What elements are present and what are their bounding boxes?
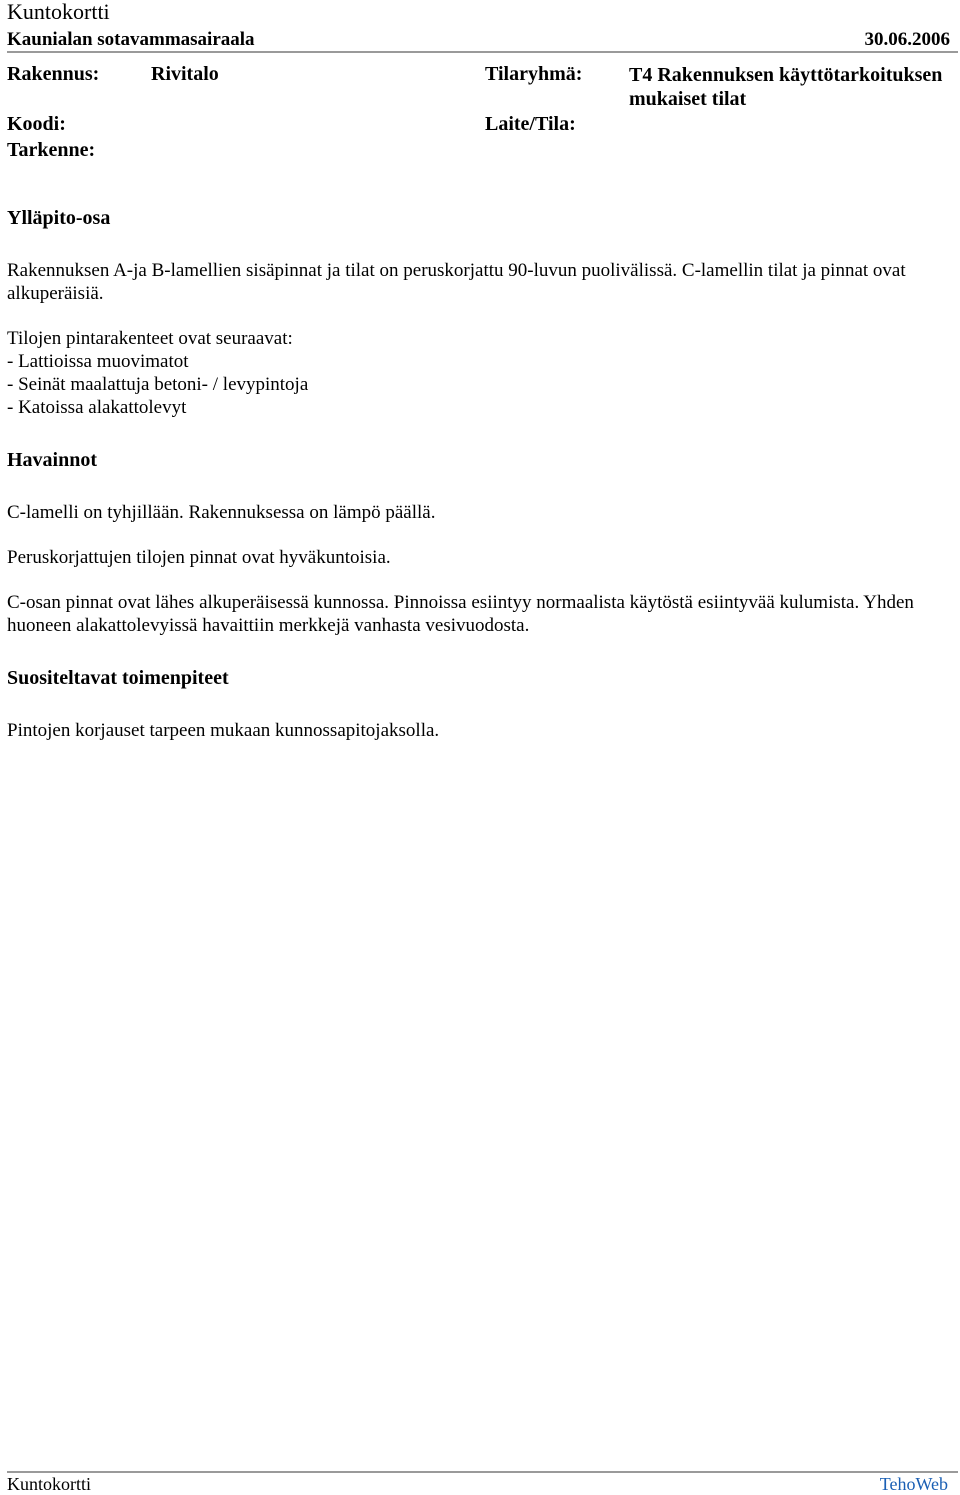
header-divider [7, 51, 958, 53]
havainnot-paragraph-1: C-lamelli on tyhjillään. Rakennuksessa on lämpö päällä. [7, 502, 436, 523]
footer-tehoweb-link[interactable]: TehoWeb [879, 1474, 948, 1494]
havainnot-paragraph-2: Peruskorjattujen tilojen pinnat ovat hyväkuntoisia. [7, 547, 391, 568]
rakennus-label: Rakennus: [7, 63, 100, 85]
list-item: - Seinät maalattuja betoni- / levypintoja [7, 374, 309, 395]
document-title: Kuntokortti [7, 0, 110, 24]
toimenpiteet-heading: Suositeltavat toimenpiteet [7, 667, 229, 689]
footer-document-name: Kuntokortti [7, 1474, 91, 1494]
tarkenne-label: Tarkenne: [7, 139, 96, 161]
document-body [7, 206, 957, 742]
havainnot-heading: Havainnot [7, 449, 98, 471]
list-item: - Lattioissa muovimatot [7, 351, 189, 372]
koodi-label: Koodi: [7, 113, 66, 135]
document-date: 30.06.2006 [864, 29, 950, 50]
havainnot-paragraph-3: C-osan pinnat ovat lähes alkuperäisessä kunnossa. Pinnoissa esiintyy normaalista käytöstä esiintyvää kulumista. Yhden huoneen alakattolevyissä havaittiin merkkejä vanhasta vesivuodosta. [7, 592, 914, 636]
yllapito-heading: Ylläpito-osa [7, 207, 111, 229]
toimenpiteet-paragraph: Pintojen korjauset tarpeen mukaan kunnossapitojaksolla. [7, 720, 440, 741]
laite-tila-label: Laite/Tila: [485, 113, 576, 135]
tilaryhma-label: Tilaryhmä: [485, 63, 583, 85]
tilaryhma-value: T4 Rakennuksen käyttötarkoituksen mukaiset tilat [629, 64, 943, 110]
pintarakenteet-list [7, 350, 957, 419]
rakennus-value: Rivitalo [151, 63, 219, 85]
pintarakenteet-intro: Tilojen pintarakenteet ovat seuraavat: [7, 328, 293, 349]
footer-divider [7, 1471, 958, 1473]
site-name: Kaunialan sotavammasairaala [7, 29, 255, 50]
list-item: - Katoissa alakattolevyt [7, 397, 187, 418]
yllapito-paragraph: Rakennuksen A-ja B-lamellien sisäpinnat ja tilat on peruskorjattu 90-luvun puolivälissä. C-lamellin tilat ja pinnat ovat alkuperäisiä. [7, 260, 906, 304]
